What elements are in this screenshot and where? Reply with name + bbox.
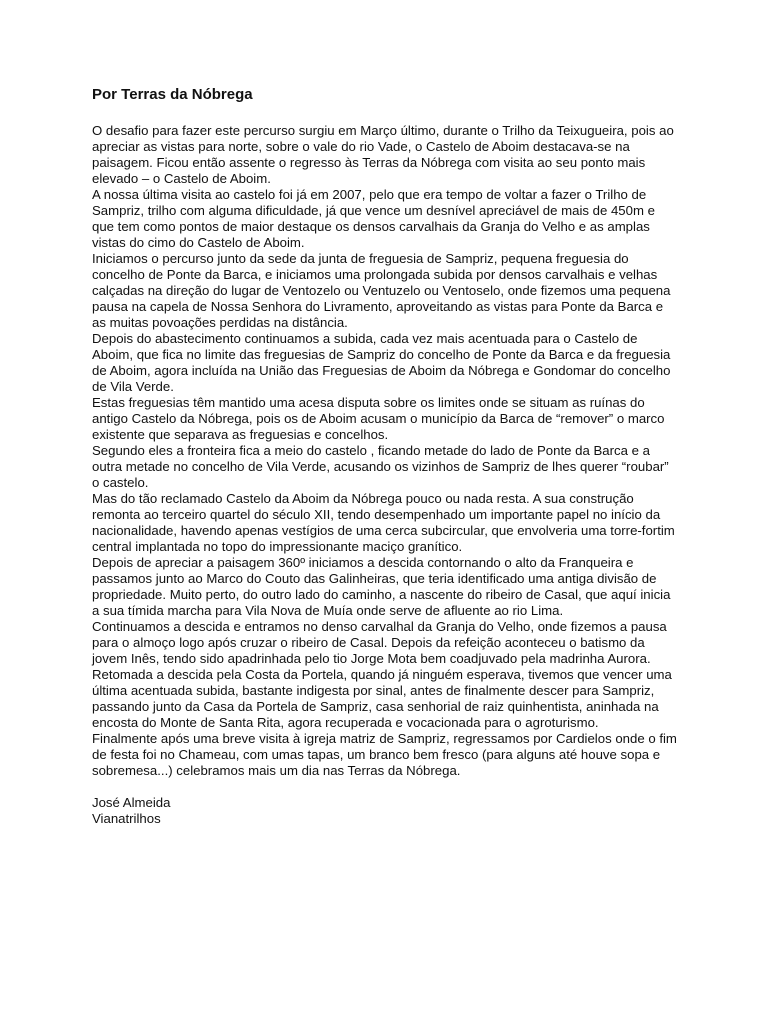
paragraph: Depois de apreciar a paisagem 360º iniciamos a descida contornando o alto da Franqueira e passamos junto ao Marco do Couto das Galinheiras, que teria identificado uma antiga divisão de propriedade. Muito perto, do outro lado do caminho, a nascente do ribeiro de Casal, que aquí inicia a sua tímida marcha para Vila Nova de Muía onde serve de afluente ao rio Lima. (92, 555, 671, 618)
paragraph: Finalmente após uma breve visita à igreja matriz de Sampriz, regressamos por Cardielos onde o fim de festa foi no Chameau, com umas tapas, um branco bem fresco (para alguns até houve sopa e sobremesa...) celebramos mais um dia nas Terras da Nóbrega. (92, 731, 677, 778)
paragraph: Retomada a descida pela Costa da Portela, quando já ninguém esperava, tivemos que vencer uma última acentuada subida, bastante indigesta por sinal, antes de finalmente descer para Sampriz, passando junto da Casa da Portela de Sampriz, casa senhorial de raiz quinhentista, aninhada na encosta do Monte de Santa Rita, agora recuperada e vocacionada para o agroturismo. (92, 667, 672, 730)
document-title: Por Terras da Nóbrega (92, 86, 253, 103)
author-name: José Almeida (92, 795, 171, 810)
paragraph: O desafio para fazer este percurso surgiu em Março último, durante o Trilho da Teixugueira, pois ao apreciar as vistas para norte, sobre o vale do rio Vade, o Castelo de Aboim destacava-se na paisagem. Ficou então assente o regresso às Terras da Nóbrega com visita ao seu ponto mais elevado – o Castelo de Aboim. (92, 123, 674, 186)
paragraph: Segundo eles a fronteira fica a meio do castelo , ficando metade do lado de Ponte da Barca e a outra metade no concelho de Vila Verde, acusando os vizinhos de Sampriz de lhes querer “roubar” o castelo. (92, 443, 669, 490)
paragraph: Continuamos a descida e entramos no denso carvalhal da Granja do Velho, onde fizemos a pausa para o almoço logo após cruzar o ribeiro de Casal. Depois da refeição aconteceu o batismo da jovem Inês, tendo sido apadrinhada pelo tio Jorge Mota bem coadjuvado pela madrinha Aurora. (92, 619, 667, 666)
paragraph: Depois do abastecimento continuamos a subida, cada vez mais acentuada para o Castelo de Aboim, que fica no limite das freguesias de Sampriz do concelho de Ponte da Barca e da freguesia de Aboim, agora incluída na União das Freguesias de Aboim da Nóbrega e Gondomar do concelho de Vila Verde. (92, 331, 671, 394)
paragraph: A nossa última visita ao castelo foi já em 2007, pelo que era tempo de voltar a fazer o Trilho de Sampriz, trilho com alguma dificuldade, já que vence um desnível apreciável de mais de 450m e que tem como pontos de maior destaque os densos carvalhais da Granja do Velho e as amplas vistas do cimo do Castelo de Aboim. (92, 187, 655, 250)
organization-name: Vianatrilhos (92, 811, 161, 826)
document-page (92, 85, 677, 827)
document-body (92, 123, 677, 779)
paragraph: Mas do tão reclamado Castelo da Aboim da Nóbrega pouco ou nada resta. A sua construção remonta ao terceiro quartel do século XII, tendo desempenhado um importante papel no início da nacionalidade, havendo apenas vestígios de uma cerca subcircular, que envolveria uma torre-fortim central implantada no topo do impressionante maciço granítico. (92, 491, 675, 554)
paragraph: Estas freguesias têm mantido uma acesa disputa sobre os limites onde se situam as ruínas do antigo Castelo da Nóbrega, pois os de Aboim acusam o município da Barca de “remover” o marco existente que separava as freguesias e concelhos. (92, 395, 665, 442)
signature-block (92, 795, 677, 827)
spacer (92, 779, 677, 795)
paragraph: Iniciamos o percurso junto da sede da junta de freguesia de Sampriz, pequena freguesia do concelho de Ponte da Barca, e iniciamos uma prolongada subida por densos carvalhais e velhas calçadas na direção do lugar de Ventozelo ou Ventuzelo ou Ventoselo, onde fizemos uma pequena pausa na capela de Nossa Senhora do Livramento, aproveitando as vistas para Ponte da Barca e as muitas povoações perdidas na distância. (92, 251, 671, 330)
